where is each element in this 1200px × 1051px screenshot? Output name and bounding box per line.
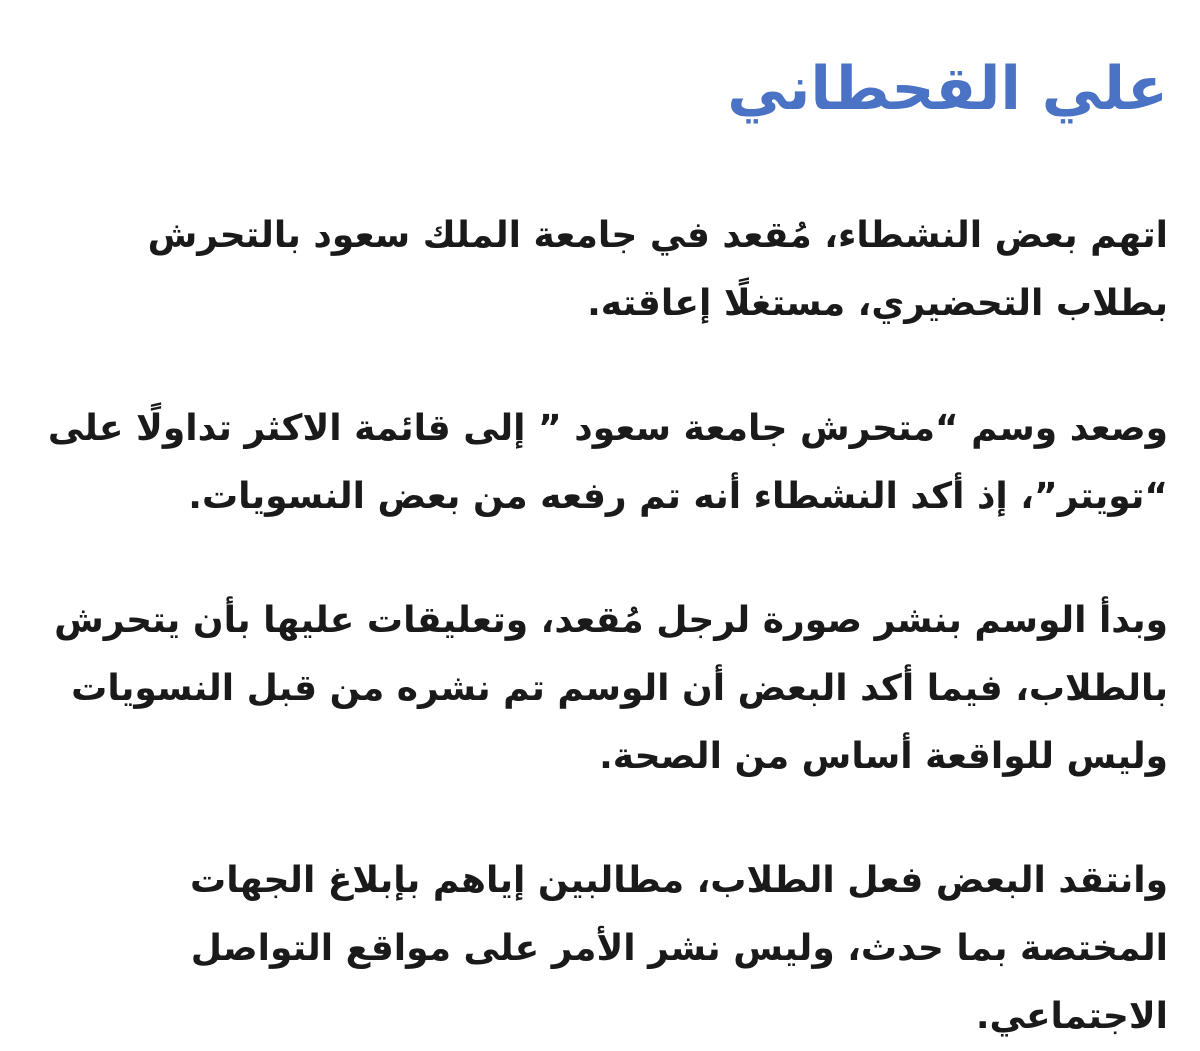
- paragraph-2: وصعد وسم “متحرش جامعة سعود ” إلى قائمة الاكثر تداولًا على “تويتر”، إذ أكد النشطاء أنه تم رفعه من بعض النسويات.: [47, 408, 1168, 517]
- paragraph-3: وبدأ الوسم بنشر صورة لرجل مُقعد، وتعليقات عليها بأن يتحرش بالطلاب، فيما أكد البعض أن الوسم تم نشره من قبل النسويات وليس للواقعة أساس من الصحة.: [54, 600, 1168, 777]
- paragraph-1: اتهم بعض النشطاء، مُقعد في جامعة الملك سعود بالتحرش بطلاب التحضيري، مستغلًا إعاقته.: [147, 215, 1168, 324]
- author-name: علي القحطاني: [727, 54, 1168, 124]
- article: [30, 0, 1168, 1037]
- paragraph-4: وانتقد البعض فعل الطلاب، مطالبين إياهم بإبلاغ الجهات المختصة بما حدث، وليس نشر الأمر على مواقع التواصل الاجتماعي.: [190, 860, 1168, 1037]
